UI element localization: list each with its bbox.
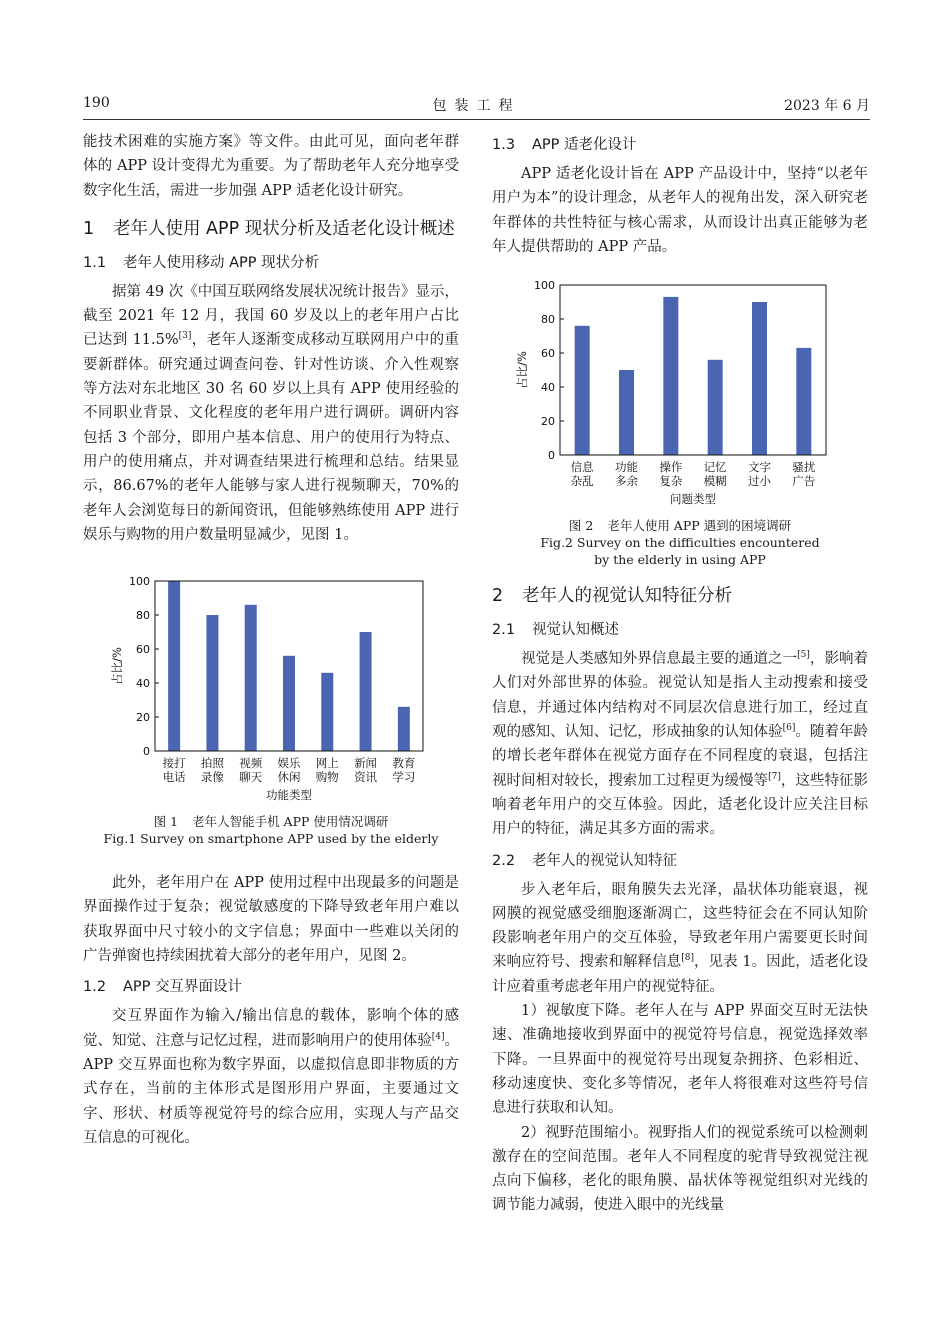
y-tick-label: 100 (534, 279, 555, 293)
figure-1 (83, 565, 459, 847)
y-axis-label: 占比/% (110, 647, 124, 686)
figure-2-chart (492, 269, 868, 509)
y-tick-label: 80 (541, 313, 555, 327)
section-number: 1.2 (83, 979, 107, 996)
page-number: 190 (83, 95, 110, 111)
caption-en-line-1: Fig.2 Survey on the difficulties encountered (540, 535, 820, 551)
intro-paragraph: 能技术困难的实施方案》等文件。由此可见，面向老年群体的 APP 设计变得尤为重要。为了帮助老年人充分地享受数字化生活，需进一步加强 APP 适老化设计研究。 (83, 134, 459, 199)
citation: [8] (681, 953, 694, 964)
bar (398, 707, 410, 751)
section-number: 2.1 (492, 622, 516, 639)
section-number: 2.2 (492, 852, 516, 869)
y-tick-label: 20 (541, 415, 555, 429)
section-1-2-heading (83, 976, 459, 998)
citation: [4] (431, 1031, 445, 1042)
x-category-label: 电话 (162, 770, 186, 785)
x-category-label: 杂乱 (570, 474, 594, 489)
journal-title: 包装工程 (432, 98, 521, 114)
section-1-heading (83, 215, 459, 244)
section-number: 2 (492, 586, 504, 607)
bar (575, 326, 590, 455)
x-category-label: 购物 (315, 770, 339, 785)
x-category-label: 信息 (570, 460, 594, 475)
y-tick-label: 60 (136, 643, 150, 657)
figure-1-caption (83, 813, 459, 847)
paragraph-elderly-vision (492, 878, 868, 999)
figure-label: 图 2 (568, 518, 594, 534)
paragraph-interface (83, 1004, 459, 1150)
section-number: 1 (83, 218, 95, 239)
text-run: ，见表 1。因此，适老化设计应着重考虑老年用户的视觉特征。 (492, 954, 868, 995)
y-tick-label: 60 (541, 347, 555, 361)
y-tick-label: 0 (548, 449, 555, 463)
text-run: ，影响着人们对外部世界的体验。视觉认知是指人主动搜索和接受信息，并通过体内结构对不同层次信息进行加工，经过直观的感知、认知、记忆，形成抽象的认知体验 (492, 651, 869, 741)
y-tick-label: 100 (129, 575, 150, 589)
paragraph-visual-cognition (492, 647, 868, 841)
caption-en-line-2: by the elderly in using APP (594, 552, 766, 568)
y-tick-label: 40 (541, 381, 555, 395)
x-category-label: 骚扰 (792, 460, 816, 475)
header-rule (83, 119, 870, 120)
citation: [5] (797, 650, 810, 661)
x-category-label: 拍照 (200, 756, 224, 771)
bar (708, 360, 723, 455)
text-run: 。APP 交互界面也称为数字界面，以虚拟信息即非物质的方式存在，当前的主体形式是图形用户界面，主要通过文字、形状、材质等视觉符号的综合应用，实现人与产品交互信息的可视化。 (83, 1032, 459, 1146)
x-category-label: 录像 (200, 770, 224, 785)
section-title: APP 适老化设计 (532, 137, 637, 153)
paragraph-visual-field: 2）视野范围缩小。视野指人们的视觉系统可以检测刺激存在的空间范围。老年人不同程度的驼背导致视觉注视点向下偏移，老化的眼角膜、晶状体等视觉组织对光线的调节能力减弱，使进入眼中的光线量 (492, 1124, 868, 1214)
section-2-heading (492, 582, 868, 611)
x-category-label: 娱乐 (277, 756, 301, 771)
text-run: 。随着年龄的增长老年群体在视觉方面存在不同程度的衰退，包括注视时间相对较长，搜索加工过程更为缓慢等 (492, 724, 869, 789)
caption-zh: 老年人智能手机 APP 使用情况调研 (192, 814, 389, 830)
bar (206, 615, 218, 751)
section-1-1-heading (83, 252, 459, 274)
section-1-3-heading (492, 134, 868, 156)
section-title: 老年人的视觉认知特征 (532, 852, 677, 869)
x-category-label: 教育 (392, 756, 416, 771)
x-category-label: 记忆 (703, 460, 727, 475)
section-2-2-heading (492, 850, 868, 872)
text-run: 据第 49 次《中国互联网络发展状况统计报告》显示，截至 2021 年 12 月，我国 60 岁及以上的老年用户占比已达到 11.5% (83, 283, 459, 349)
x-axis-label: 问题类型 (670, 492, 716, 507)
text-run: 步入老年后，眼角膜失去光泽，晶状体功能衰退，视网膜的视觉感受细胞逐渐凋亡，这些特征会在不同认知阶段影响老年用户的交互体验，导致老年用户需要更长时间来响应符号、搜索和解释信息 (492, 881, 868, 971)
section-2-1-heading (492, 619, 868, 641)
bar (168, 581, 180, 751)
bar (321, 673, 333, 751)
x-category-label: 聊天 (239, 770, 263, 785)
section-title: 老年人使用移动 APP 现状分析 (123, 254, 320, 271)
page-header (83, 95, 870, 117)
citation: [7] (768, 771, 781, 782)
x-category-label: 广告 (792, 474, 816, 489)
y-tick-label: 20 (136, 711, 150, 725)
x-category-label: 休闲 (277, 770, 301, 785)
x-category-label: 过小 (748, 474, 771, 489)
x-category-label: 多余 (615, 474, 638, 489)
x-category-label: 视频 (239, 756, 263, 771)
bar (663, 297, 678, 455)
section-number: 1.1 (83, 254, 107, 271)
x-category-label: 新闻 (354, 756, 378, 771)
bar (360, 632, 372, 751)
paragraph-survey (83, 280, 459, 547)
citation: [3] (178, 331, 192, 342)
bar (619, 370, 634, 455)
paragraph-acuity: 1）视敏度下降。老年人在与 APP 界面交互时无法快速、准确地接收到界面中的视觉符号信息，视觉选择效率下降。一旦界面中的视觉符号出现复杂拥挤、色彩相近、移动速度快、变化多等情况，老年人将很难对这些符号信息进行获取和认知。 (492, 1003, 868, 1117)
bar (796, 348, 811, 455)
figure-2 (492, 269, 868, 568)
bar (283, 656, 295, 751)
figure-label: 图 1 (153, 814, 179, 830)
issue-date: 2023 年 6 月 (784, 98, 870, 114)
x-category-label: 操作 (659, 460, 683, 475)
section-number: 1.3 (492, 137, 516, 153)
x-category-label: 文字 (748, 460, 771, 475)
x-axis-label: 功能类型 (266, 788, 312, 803)
x-category-label: 功能 (615, 460, 638, 475)
y-tick-label: 80 (136, 609, 150, 623)
y-axis-label: 占比/% (515, 351, 529, 390)
figure-2-caption (492, 517, 868, 568)
bar (245, 605, 257, 751)
x-category-label: 网上 (315, 756, 339, 771)
text-run: 视觉是人类感知外界信息最主要的通道之一 (521, 651, 798, 668)
text-run: ，这些特征影响着老年用户的交互体验。因此，适老化设计应关注目标用户的特征，满足其多方面的需求。 (492, 772, 869, 838)
figure-1-chart (83, 565, 459, 805)
x-category-label: 模糊 (703, 474, 727, 489)
bar (752, 302, 767, 455)
text-run: 交互界面作为输入/输出信息的载体，影响个体的感觉、知觉、注意与记忆过程，进而影响用户的使用体验 (83, 1008, 459, 1049)
section-title: APP 交互界面设计 (123, 979, 243, 996)
x-category-label: 接打 (162, 756, 186, 771)
section-title: 视觉认知概述 (532, 622, 619, 639)
section-title: 老年人使用 APP 现状分析及适老化设计概述 (113, 218, 455, 239)
text-run: ，老年人逐渐变成移动互联网用户中的重要新群体。研究通过调查问卷、针对性访谈、介入性观察等方法对东北地区 30 名 60 岁以上具有 APP 使用经验的不同职业背景、文化程度的老年用户进行调研。调研内容包括 3 个部分，即用户基本信息、用户的使用行为特点、用户的使用痛点，并对调查结果进行梳理和总结。结果显示，86.67%的老年人能够与家人进行视频聊天，70%的老年人会浏览每日的新闻资讯，但能够熟练使用 APP 进行娱乐与购物的用户数量明显减少，见图 1。 (83, 332, 459, 543)
section-title: 老年人的视觉认知特征分析 (522, 586, 732, 607)
plot-frame (560, 285, 826, 455)
x-category-label: 学习 (392, 770, 416, 785)
citation: [6] (782, 723, 796, 734)
left-column (83, 130, 459, 1150)
paragraph-problems: 此外，老年用户在 APP 使用过程中出现最多的问题是界面操作过于复杂；视觉敏感度的下降导致老年用户难以获取界面中尺寸较小的文字信息；界面中一些难以关闭的广告弹窗也持续困扰着大部分的老年用户，见图 2。 (83, 875, 459, 965)
caption-zh: 老年人使用 APP 遇到的困境调研 (607, 518, 792, 534)
y-tick-label: 40 (136, 677, 150, 691)
paragraph-aging-design: APP 适老化设计旨在 APP 产品设计中，坚持“以老年用户为本”的设计理念，从老年人的视角出发，深入研究老年群体的共性特征与核心需求，从而设计出真正能够为老年人提供帮助的 APP 产品。 (492, 166, 868, 255)
y-tick-label: 0 (143, 745, 150, 759)
caption-en: Fig.1 Survey on smartphone APP used by the elderly (103, 831, 439, 847)
x-category-label: 资讯 (354, 770, 378, 785)
x-category-label: 复杂 (659, 474, 683, 489)
right-column (492, 132, 868, 1218)
